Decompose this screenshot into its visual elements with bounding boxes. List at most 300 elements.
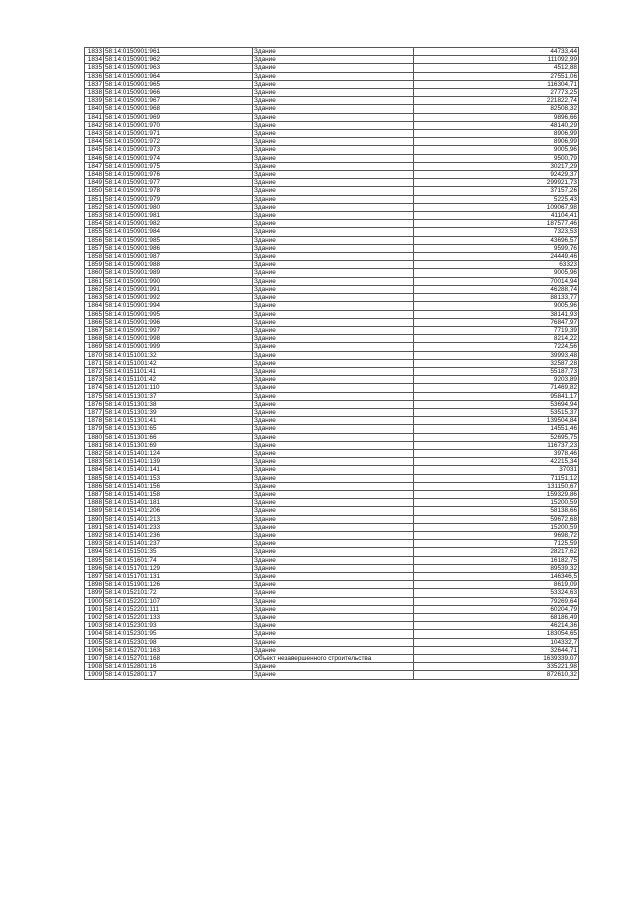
object-type: Объект незавершенного строительства bbox=[253, 655, 414, 663]
object-type: Здание bbox=[253, 630, 414, 638]
object-type: Здание bbox=[253, 466, 414, 474]
cadastral-number: 58:14:0150901:975 bbox=[104, 162, 253, 170]
row-number: 1881 bbox=[85, 441, 104, 449]
row-number: 1853 bbox=[85, 212, 104, 220]
object-type: Здание bbox=[253, 425, 414, 433]
row-number: 1855 bbox=[85, 228, 104, 236]
cadastral-value: 27551,06 bbox=[414, 72, 579, 80]
table-row bbox=[85, 326, 579, 334]
object-type: Здание bbox=[253, 482, 414, 490]
row-number: 1875 bbox=[85, 392, 104, 400]
cadastral-number: 58:14:0151201:110 bbox=[104, 384, 253, 392]
cadastral-value: 24449,46 bbox=[414, 253, 579, 261]
object-type: Здание bbox=[253, 605, 414, 613]
object-type: Здание bbox=[253, 162, 414, 170]
table-row bbox=[85, 384, 579, 392]
table-row bbox=[85, 162, 579, 170]
cadastral-value: 9005,96 bbox=[414, 146, 579, 154]
row-number: 1856 bbox=[85, 236, 104, 244]
cadastral-value: 15200,59 bbox=[414, 499, 579, 507]
table-row bbox=[85, 130, 579, 138]
table-row bbox=[85, 482, 579, 490]
row-number: 1872 bbox=[85, 367, 104, 375]
table-row bbox=[85, 589, 579, 597]
object-type: Здание bbox=[253, 179, 414, 187]
cadastral-number: 58:14:0150901:982 bbox=[104, 220, 253, 228]
cadastral-number: 58:14:0150901:999 bbox=[104, 343, 253, 351]
cadastral-value: 92429,37 bbox=[414, 171, 579, 179]
table-row bbox=[85, 507, 579, 515]
cadastral-value: 9599,76 bbox=[414, 244, 579, 252]
table-row bbox=[85, 392, 579, 400]
row-number: 1851 bbox=[85, 195, 104, 203]
row-number: 1857 bbox=[85, 244, 104, 252]
cadastral-value: 53515,37 bbox=[414, 408, 579, 416]
object-type: Здание bbox=[253, 671, 414, 679]
table-row bbox=[85, 367, 579, 375]
cadastral-value: 70014,94 bbox=[414, 277, 579, 285]
cadastral-number: 58:14:0151401:181 bbox=[104, 499, 253, 507]
cadastral-value: 116737,23 bbox=[414, 441, 579, 449]
cadastral-value: 9698,72 bbox=[414, 531, 579, 539]
object-type: Здание bbox=[253, 113, 414, 121]
cadastral-value: 71469,82 bbox=[414, 384, 579, 392]
cadastral-value: 58138,66 bbox=[414, 507, 579, 515]
cadastral-number: 58:14:0150901:966 bbox=[104, 89, 253, 97]
cadastral-number: 58:14:0150901:964 bbox=[104, 72, 253, 80]
cadastral-number: 58:14:0152701:163 bbox=[104, 646, 253, 654]
cadastral-value: 53324,63 bbox=[414, 589, 579, 597]
table-row bbox=[85, 441, 579, 449]
cadastral-number: 58:14:0151301:37 bbox=[104, 392, 253, 400]
row-number: 1888 bbox=[85, 499, 104, 507]
row-number: 1868 bbox=[85, 335, 104, 343]
cadastral-value: 48140,29 bbox=[414, 121, 579, 129]
cadastral-value: 183054,65 bbox=[414, 630, 579, 638]
cadastral-number: 58:14:0151401:237 bbox=[104, 540, 253, 548]
object-type: Здание bbox=[253, 80, 414, 88]
table-row bbox=[85, 630, 579, 638]
row-number: 1866 bbox=[85, 318, 104, 326]
row-number: 1902 bbox=[85, 614, 104, 622]
row-number: 1907 bbox=[85, 655, 104, 663]
cadastral-number: 58:14:0150901:980 bbox=[104, 203, 253, 211]
row-number: 1880 bbox=[85, 433, 104, 441]
cadastral-number: 58:14:0152101:72 bbox=[104, 589, 253, 597]
table-row bbox=[85, 48, 579, 56]
cadastral-value: 187577,46 bbox=[414, 220, 579, 228]
row-number: 1860 bbox=[85, 269, 104, 277]
cadastral-value: 46288,74 bbox=[414, 285, 579, 293]
cadastral-value: 9005,96 bbox=[414, 269, 579, 277]
cadastral-number: 58:14:0152201:107 bbox=[104, 597, 253, 605]
object-type: Здание bbox=[253, 195, 414, 203]
object-type: Здание bbox=[253, 244, 414, 252]
object-type: Здание bbox=[253, 531, 414, 539]
row-number: 1836 bbox=[85, 72, 104, 80]
table-row bbox=[85, 531, 579, 539]
cadastral-number: 58:14:0150901:970 bbox=[104, 121, 253, 129]
object-type: Здание bbox=[253, 408, 414, 416]
table-row bbox=[85, 655, 579, 663]
cadastral-number: 58:14:0150901:969 bbox=[104, 113, 253, 121]
object-type: Здание bbox=[253, 499, 414, 507]
cadastral-value: 16182,75 bbox=[414, 556, 579, 564]
row-number: 1869 bbox=[85, 343, 104, 351]
row-number: 1900 bbox=[85, 597, 104, 605]
cadastral-value: 8906,99 bbox=[414, 138, 579, 146]
cadastral-number: 58:14:0150901:985 bbox=[104, 236, 253, 244]
row-number: 1861 bbox=[85, 277, 104, 285]
cadastral-number: 58:14:0151501:35 bbox=[104, 548, 253, 556]
row-number: 1850 bbox=[85, 187, 104, 195]
cadastral-value: 79269,64 bbox=[414, 597, 579, 605]
cadastral-value: 30217,29 bbox=[414, 162, 579, 170]
cadastral-number: 58:14:0150901:987 bbox=[104, 253, 253, 261]
cadastral-value: 82508,32 bbox=[414, 105, 579, 113]
cadastral-value: 872610,32 bbox=[414, 671, 579, 679]
cadastral-number: 58:14:0150901:977 bbox=[104, 179, 253, 187]
row-number: 1847 bbox=[85, 162, 104, 170]
object-type: Здание bbox=[253, 392, 414, 400]
cadastral-number: 58:14:0150901:981 bbox=[104, 212, 253, 220]
row-number: 1863 bbox=[85, 294, 104, 302]
object-type: Здание bbox=[253, 458, 414, 466]
cadastral-number: 58:14:0152301:93 bbox=[104, 622, 253, 630]
row-number: 1901 bbox=[85, 605, 104, 613]
row-number: 1895 bbox=[85, 556, 104, 564]
cadastral-number: 58:14:0151301:41 bbox=[104, 417, 253, 425]
table-row bbox=[85, 105, 579, 113]
cadastral-number: 58:14:0150901:974 bbox=[104, 154, 253, 162]
cadastral-number: 58:14:0152701:168 bbox=[104, 655, 253, 663]
cadastral-value: 111092,99 bbox=[414, 56, 579, 64]
object-type: Здание bbox=[253, 474, 414, 482]
object-type: Здание bbox=[253, 367, 414, 375]
cadastral-number: 58:14:0150901:973 bbox=[104, 146, 253, 154]
row-number: 1854 bbox=[85, 220, 104, 228]
cadastral-number: 58:14:0151401:236 bbox=[104, 531, 253, 539]
table-row bbox=[85, 244, 579, 252]
cadastral-number: 58:14:0151401:206 bbox=[104, 507, 253, 515]
row-number: 1890 bbox=[85, 515, 104, 523]
table-row bbox=[85, 400, 579, 408]
cadastral-value: 7323,53 bbox=[414, 228, 579, 236]
cadastral-value: 221822,74 bbox=[414, 97, 579, 105]
row-number: 1835 bbox=[85, 64, 104, 72]
object-type: Здание bbox=[253, 359, 414, 367]
table-row bbox=[85, 236, 579, 244]
cadastral-number: 58:14:0150901:961 bbox=[104, 48, 253, 56]
cadastral-number: 58:14:0151301:65 bbox=[104, 425, 253, 433]
cadastral-number: 58:14:0150901:988 bbox=[104, 261, 253, 269]
cadastral-value: 299921,73 bbox=[414, 179, 579, 187]
cadastral-value: 32644,71 bbox=[414, 646, 579, 654]
table-body bbox=[85, 48, 579, 680]
cadastral-number: 58:14:0150901:994 bbox=[104, 302, 253, 310]
object-type: Здание bbox=[253, 253, 414, 261]
cadastral-value: 7719,39 bbox=[414, 326, 579, 334]
cadastral-number: 58:14:0151401:141 bbox=[104, 466, 253, 474]
cadastral-number: 58:14:0151401:124 bbox=[104, 449, 253, 457]
cadastral-value: 42215,34 bbox=[414, 458, 579, 466]
table-row bbox=[85, 318, 579, 326]
object-type: Здание bbox=[253, 269, 414, 277]
cadastral-value: 8619,09 bbox=[414, 581, 579, 589]
table-row bbox=[85, 490, 579, 498]
object-type: Здание bbox=[253, 376, 414, 384]
object-type: Здание bbox=[253, 187, 414, 195]
cadastral-number: 58:14:0152201:111 bbox=[104, 605, 253, 613]
row-number: 1859 bbox=[85, 261, 104, 269]
cadastral-value: 95841,17 bbox=[414, 392, 579, 400]
object-type: Здание bbox=[253, 589, 414, 597]
row-number: 1879 bbox=[85, 425, 104, 433]
cadastral-number: 58:14:0151701:129 bbox=[104, 564, 253, 572]
row-number: 1871 bbox=[85, 359, 104, 367]
row-number: 1885 bbox=[85, 474, 104, 482]
cadastral-number: 58:14:0150901:991 bbox=[104, 285, 253, 293]
cadastral-value: 7224,56 bbox=[414, 343, 579, 351]
table-row bbox=[85, 335, 579, 343]
table-row bbox=[85, 56, 579, 64]
row-number: 1886 bbox=[85, 482, 104, 490]
object-type: Здание bbox=[253, 556, 414, 564]
table-row bbox=[85, 605, 579, 613]
object-type: Здание bbox=[253, 441, 414, 449]
row-number: 1834 bbox=[85, 56, 104, 64]
cadastral-number: 58:14:0151401:153 bbox=[104, 474, 253, 482]
object-type: Здание bbox=[253, 507, 414, 515]
cadastral-value: 131150,67 bbox=[414, 482, 579, 490]
cadastral-number: 58:14:0151101:42 bbox=[104, 376, 253, 384]
table-row bbox=[85, 671, 579, 679]
object-type: Здание bbox=[253, 105, 414, 113]
table-row bbox=[85, 466, 579, 474]
cadastral-value: 41104,41 bbox=[414, 212, 579, 220]
cadastral-number: 58:14:0150901:996 bbox=[104, 318, 253, 326]
cadastral-value-table bbox=[84, 47, 579, 680]
row-number: 1849 bbox=[85, 179, 104, 187]
table-row bbox=[85, 121, 579, 129]
cadastral-value: 159329,86 bbox=[414, 490, 579, 498]
cadastral-value: 116304,71 bbox=[414, 80, 579, 88]
object-type: Здание bbox=[253, 220, 414, 228]
cadastral-number: 58:14:0150901:989 bbox=[104, 269, 253, 277]
row-number: 1908 bbox=[85, 663, 104, 671]
cadastral-number: 58:14:0151001:32 bbox=[104, 351, 253, 359]
cadastral-value: 53694,94 bbox=[414, 400, 579, 408]
table-row bbox=[85, 556, 579, 564]
cadastral-number: 58:14:0151401:139 bbox=[104, 458, 253, 466]
cadastral-value: 14551,46 bbox=[414, 425, 579, 433]
table-row bbox=[85, 564, 579, 572]
cadastral-number: 58:14:0150901:986 bbox=[104, 244, 253, 252]
cadastral-number: 58:14:0152801:16 bbox=[104, 663, 253, 671]
row-number: 1883 bbox=[85, 458, 104, 466]
cadastral-value: 109067,98 bbox=[414, 203, 579, 211]
cadastral-value: 5225,43 bbox=[414, 195, 579, 203]
object-type: Здание bbox=[253, 384, 414, 392]
cadastral-number: 58:14:0151701:131 bbox=[104, 573, 253, 581]
row-number: 1904 bbox=[85, 630, 104, 638]
object-type: Здание bbox=[253, 56, 414, 64]
table-row bbox=[85, 474, 579, 482]
table-row bbox=[85, 523, 579, 531]
table-row bbox=[85, 171, 579, 179]
cadastral-value: 76847,97 bbox=[414, 318, 579, 326]
object-type: Здание bbox=[253, 121, 414, 129]
row-number: 1867 bbox=[85, 326, 104, 334]
cadastral-value: 71151,12 bbox=[414, 474, 579, 482]
table-row bbox=[85, 638, 579, 646]
object-type: Здание bbox=[253, 154, 414, 162]
object-type: Здание bbox=[253, 335, 414, 343]
row-number: 1845 bbox=[85, 146, 104, 154]
row-number: 1887 bbox=[85, 490, 104, 498]
table-row bbox=[85, 294, 579, 302]
object-type: Здание bbox=[253, 318, 414, 326]
cadastral-number: 58:14:0151401:156 bbox=[104, 482, 253, 490]
cadastral-number: 58:14:0150901:998 bbox=[104, 335, 253, 343]
table-row bbox=[85, 417, 579, 425]
table-row bbox=[85, 64, 579, 72]
object-type: Здание bbox=[253, 310, 414, 318]
cadastral-number: 58:14:0150901:972 bbox=[104, 138, 253, 146]
table-row bbox=[85, 179, 579, 187]
object-type: Здание bbox=[253, 433, 414, 441]
cadastral-value: 1639339,07 bbox=[414, 655, 579, 663]
table-row bbox=[85, 212, 579, 220]
table-row bbox=[85, 663, 579, 671]
cadastral-number: 58:14:0150901:995 bbox=[104, 310, 253, 318]
object-type: Здание bbox=[253, 540, 414, 548]
row-number: 1876 bbox=[85, 400, 104, 408]
table-row bbox=[85, 253, 579, 261]
table-row bbox=[85, 458, 579, 466]
table-row bbox=[85, 72, 579, 80]
cadastral-number: 58:14:0150901:976 bbox=[104, 171, 253, 179]
row-number: 1838 bbox=[85, 89, 104, 97]
object-type: Здание bbox=[253, 449, 414, 457]
cadastral-number: 58:14:0150901:963 bbox=[104, 64, 253, 72]
cadastral-number: 58:14:0151301:39 bbox=[104, 408, 253, 416]
row-number: 1892 bbox=[85, 531, 104, 539]
row-number: 1906 bbox=[85, 646, 104, 654]
object-type: Здание bbox=[253, 597, 414, 605]
table-row bbox=[85, 515, 579, 523]
cadastral-number: 58:14:0152301:98 bbox=[104, 638, 253, 646]
object-type: Здание bbox=[253, 212, 414, 220]
cadastral-number: 58:14:0151301:66 bbox=[104, 433, 253, 441]
cadastral-number: 58:14:0151901:126 bbox=[104, 581, 253, 589]
row-number: 1852 bbox=[85, 203, 104, 211]
row-number: 1848 bbox=[85, 171, 104, 179]
object-type: Здание bbox=[253, 228, 414, 236]
table-row bbox=[85, 285, 579, 293]
cadastral-value: 8906,99 bbox=[414, 130, 579, 138]
object-type: Здание bbox=[253, 564, 414, 572]
table-row bbox=[85, 343, 579, 351]
cadastral-value: 335221,98 bbox=[414, 663, 579, 671]
object-type: Здание bbox=[253, 326, 414, 334]
cadastral-value: 68186,49 bbox=[414, 614, 579, 622]
cadastral-number: 58:14:0150901:978 bbox=[104, 187, 253, 195]
row-number: 1841 bbox=[85, 113, 104, 121]
row-number: 1903 bbox=[85, 622, 104, 630]
cadastral-number: 58:14:0152201:133 bbox=[104, 614, 253, 622]
cadastral-value: 28217,62 bbox=[414, 548, 579, 556]
table-row bbox=[85, 351, 579, 359]
row-number: 1837 bbox=[85, 80, 104, 88]
table-row bbox=[85, 499, 579, 507]
table-row bbox=[85, 269, 579, 277]
table-row bbox=[85, 376, 579, 384]
row-number: 1889 bbox=[85, 507, 104, 515]
table-row bbox=[85, 614, 579, 622]
cadastral-number: 58:14:0152801:17 bbox=[104, 671, 253, 679]
cadastral-value: 88133,77 bbox=[414, 294, 579, 302]
cadastral-value: 146346,5 bbox=[414, 573, 579, 581]
row-number: 1833 bbox=[85, 48, 104, 56]
row-number: 1843 bbox=[85, 130, 104, 138]
object-type: Здание bbox=[253, 146, 414, 154]
cadastral-number: 58:14:0150901:967 bbox=[104, 97, 253, 105]
cadastral-value: 7125,59 bbox=[414, 540, 579, 548]
cadastral-value: 63323 bbox=[414, 261, 579, 269]
cadastral-number: 58:14:0151401:233 bbox=[104, 523, 253, 531]
table-row bbox=[85, 277, 579, 285]
table-row bbox=[85, 146, 579, 154]
table-row bbox=[85, 113, 579, 121]
cadastral-number: 58:14:0152301:95 bbox=[104, 630, 253, 638]
cadastral-number: 58:14:0150901:968 bbox=[104, 105, 253, 113]
cadastral-value: 89539,32 bbox=[414, 564, 579, 572]
table-row bbox=[85, 573, 579, 581]
row-number: 1858 bbox=[85, 253, 104, 261]
object-type: Здание bbox=[253, 548, 414, 556]
cadastral-number: 58:14:0151001:42 bbox=[104, 359, 253, 367]
cadastral-number: 58:14:0150901:962 bbox=[104, 56, 253, 64]
table-row bbox=[85, 195, 579, 203]
row-number: 1839 bbox=[85, 97, 104, 105]
table-row bbox=[85, 138, 579, 146]
object-type: Здание bbox=[253, 663, 414, 671]
table-row bbox=[85, 203, 579, 211]
table-row bbox=[85, 302, 579, 310]
object-type: Здание bbox=[253, 515, 414, 523]
table-row bbox=[85, 408, 579, 416]
row-number: 1896 bbox=[85, 564, 104, 572]
row-number: 1897 bbox=[85, 573, 104, 581]
cadastral-number: 58:14:0151101:41 bbox=[104, 367, 253, 375]
row-number: 1864 bbox=[85, 302, 104, 310]
row-number: 1905 bbox=[85, 638, 104, 646]
cadastral-number: 58:14:0151601:74 bbox=[104, 556, 253, 564]
table-row bbox=[85, 80, 579, 88]
cadastral-value: 104332,7 bbox=[414, 638, 579, 646]
table-row bbox=[85, 433, 579, 441]
object-type: Здание bbox=[253, 573, 414, 581]
object-type: Здание bbox=[253, 400, 414, 408]
object-type: Здание bbox=[253, 171, 414, 179]
cadastral-value: 27773,25 bbox=[414, 89, 579, 97]
row-number: 1873 bbox=[85, 376, 104, 384]
row-number: 1840 bbox=[85, 105, 104, 113]
cadastral-value: 32587,28 bbox=[414, 359, 579, 367]
table-row bbox=[85, 261, 579, 269]
cadastral-number: 58:14:0151301:38 bbox=[104, 400, 253, 408]
